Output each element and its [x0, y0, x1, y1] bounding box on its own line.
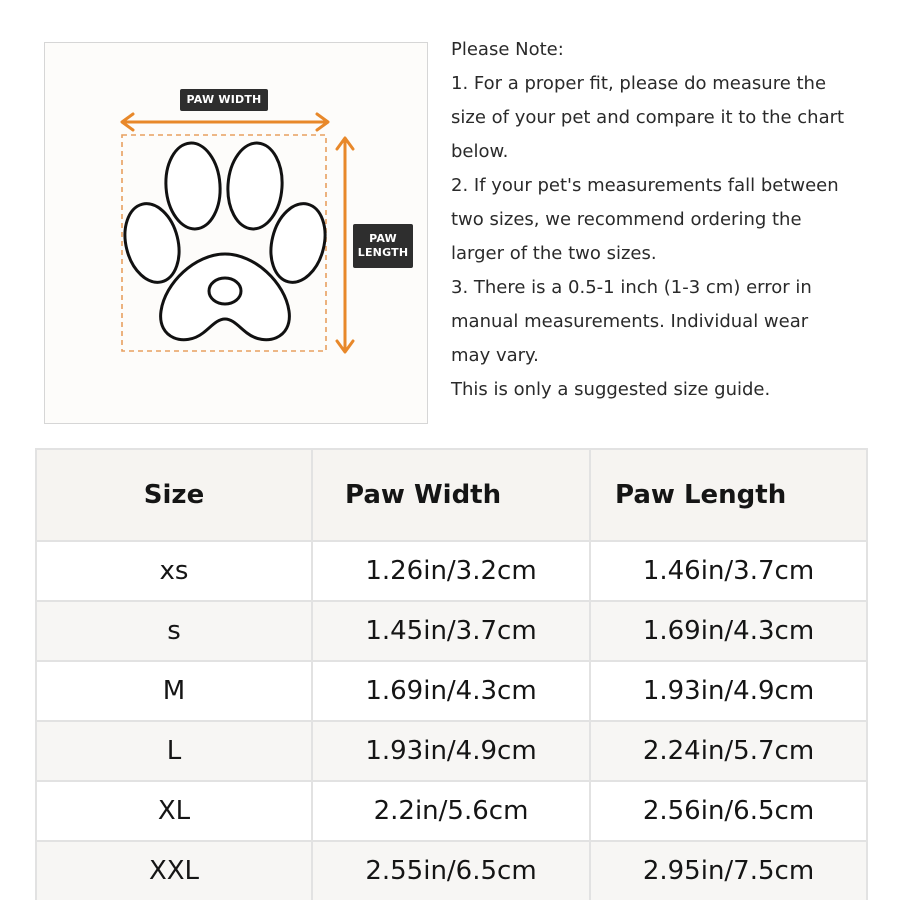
paw-length-label: PAW LENGTH [353, 224, 413, 268]
note-line: may vary. [451, 345, 539, 366]
header-size: Size [36, 449, 312, 541]
note-line: 1. For a proper fit, please do measure the [451, 73, 827, 94]
cell-paw-length: 2.56in/6.5cm [590, 781, 867, 841]
paw-width-arrow [122, 114, 328, 130]
note-line: size of your pet and compare it to the chart [451, 107, 845, 128]
table-header-row [36, 449, 867, 541]
cell-paw-length: 2.95in/7.5cm [590, 841, 867, 900]
cell-size: XXL [36, 841, 312, 900]
notes-heading: Please Note: [451, 39, 564, 60]
cell-size: xs [36, 541, 312, 601]
cell-paw-width: 1.93in/4.9cm [312, 721, 590, 781]
cell-paw-width: 1.26in/3.2cm [312, 541, 590, 601]
note-line: 2. If your pet's measurements fall between [451, 175, 839, 196]
size-chart-table [35, 448, 868, 900]
cell-size: XL [36, 781, 312, 841]
table-row [36, 721, 867, 781]
notes-section [451, 33, 891, 407]
cell-paw-width: 2.2in/5.6cm [312, 781, 590, 841]
note-line: manual measurements. Individual wear [451, 311, 809, 332]
cell-paw-length: 1.93in/4.9cm [590, 661, 867, 721]
table-row [36, 781, 867, 841]
note-line: 3. There is a 0.5-1 inch (1-3 cm) error in [451, 277, 812, 298]
cell-paw-width: 1.45in/3.7cm [312, 601, 590, 661]
cell-paw-width: 1.69in/4.3cm [312, 661, 590, 721]
cell-paw-width: 2.55in/6.5cm [312, 841, 590, 900]
table-row [36, 841, 867, 900]
table-row [36, 661, 867, 721]
cell-size: s [36, 601, 312, 661]
table-row [36, 541, 867, 601]
paw-print-icon [117, 141, 333, 340]
paw-measurement-diagram [44, 42, 428, 424]
paw-length-arrow [337, 138, 353, 352]
note-line: two sizes, we recommend ordering the [451, 209, 802, 230]
cell-paw-length: 1.69in/4.3cm [590, 601, 867, 661]
header-paw-width: Paw Width [312, 449, 590, 541]
cell-paw-length: 2.24in/5.7cm [590, 721, 867, 781]
note-line: larger of the two sizes. [451, 243, 657, 264]
header-paw-length: Paw Length [590, 449, 867, 541]
cell-size: L [36, 721, 312, 781]
paw-width-label: PAW WIDTH [180, 89, 268, 111]
table-row [36, 601, 867, 661]
cell-size: M [36, 661, 312, 721]
cell-paw-length: 1.46in/3.7cm [590, 541, 867, 601]
note-line: below. [451, 141, 509, 162]
note-line: This is only a suggested size guide. [451, 379, 771, 400]
